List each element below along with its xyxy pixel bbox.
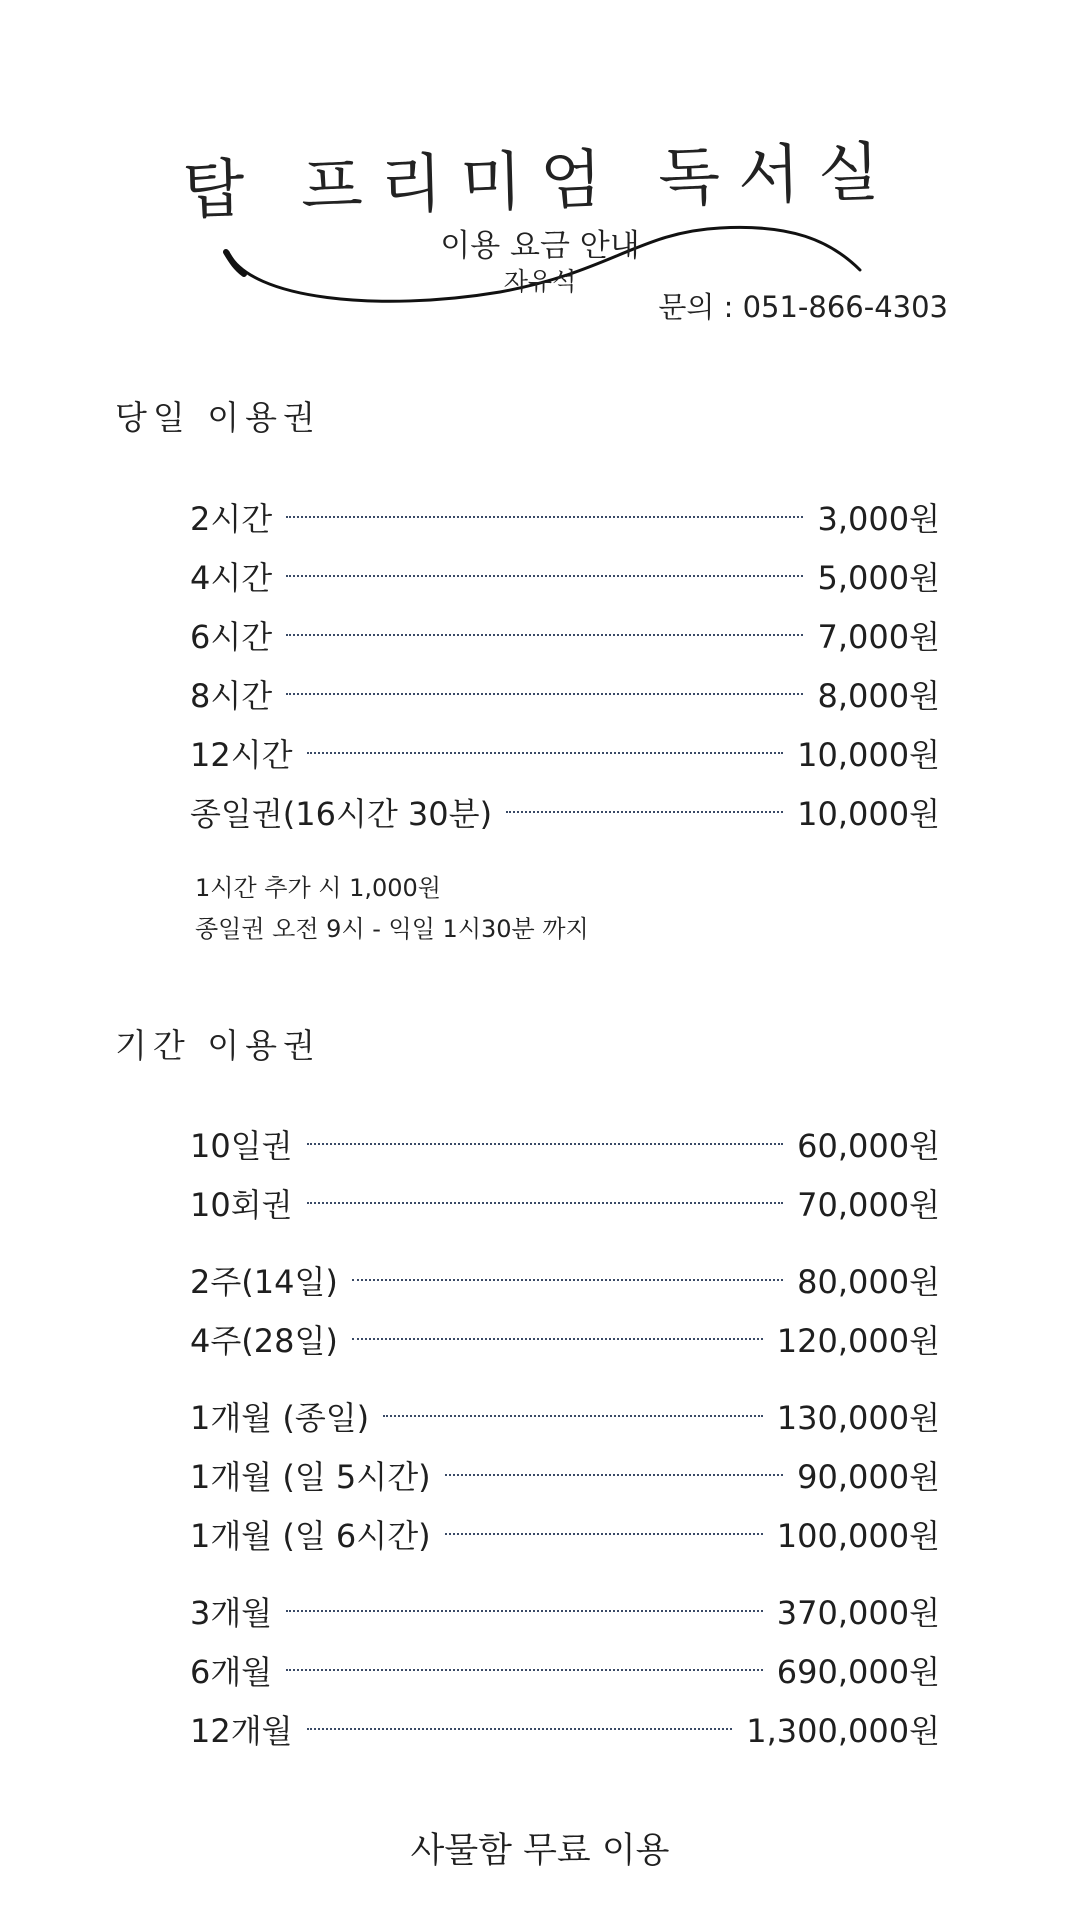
item-price: 70,000원 (797, 1185, 940, 1224)
contact-phone: 문의 : 051-866-4303 (658, 290, 948, 324)
item-price: 80,000원 (797, 1262, 940, 1301)
price-row (190, 1445, 940, 1504)
dotted-leader (286, 634, 803, 636)
price-row (190, 1504, 940, 1563)
item-price: 120,000원 (776, 1321, 940, 1360)
dotted-leader (307, 1143, 784, 1145)
item-price: 8,000원 (817, 676, 940, 715)
item-label: 1개월 (일 6시간) (190, 1516, 431, 1555)
dotted-leader (286, 1669, 763, 1671)
seat-type-label: 자유석 (503, 267, 577, 296)
price-row (190, 1309, 940, 1368)
item-price: 7,000원 (817, 617, 940, 656)
price-row (190, 487, 940, 546)
item-label: 12시간 (190, 735, 293, 774)
item-label: 2시간 (190, 499, 273, 538)
dotted-leader (352, 1279, 783, 1281)
item-label: 2주(14일) (190, 1262, 338, 1301)
daily-price-list (190, 487, 940, 841)
dotted-leader (445, 1474, 784, 1476)
item-price: 100,000원 (776, 1516, 940, 1555)
item-price: 130,000원 (776, 1398, 940, 1437)
dotted-leader (286, 516, 803, 518)
item-price: 60,000원 (797, 1126, 940, 1165)
item-label: 3개월 (190, 1593, 273, 1632)
item-price: 370,000원 (776, 1593, 940, 1632)
price-row (190, 1173, 940, 1232)
dotted-leader (286, 575, 803, 577)
note-line: 종일권 오전 9시 - 익일 1시30분 까지 (195, 915, 589, 943)
dotted-leader (352, 1338, 763, 1340)
item-price: 10,000원 (797, 735, 940, 774)
daily-pass-section-title: 당일 이용권 (115, 398, 321, 437)
item-price: 690,000원 (776, 1652, 940, 1691)
period-pass-section-title: 기간 이용권 (115, 1026, 321, 1065)
item-price: 10,000원 (797, 794, 940, 833)
daily-notes (195, 868, 589, 950)
item-label: 4시간 (190, 558, 273, 597)
note-line: 1시간 추가 시 1,000원 (195, 874, 441, 902)
dotted-leader (286, 1610, 763, 1612)
price-row (190, 782, 940, 841)
locker-free-notice: 사물함 무료 이용 (410, 1831, 670, 1871)
item-label: 10일권 (190, 1126, 293, 1165)
price-row (190, 605, 940, 664)
item-price: 1,300,000원 (746, 1711, 940, 1750)
price-row (190, 1250, 940, 1309)
price-row (190, 1640, 940, 1699)
item-label: 12개월 (190, 1711, 293, 1750)
page-subtitle: 이용 요금 안내 (440, 228, 640, 264)
dotted-leader (286, 693, 803, 695)
item-price: 90,000원 (797, 1457, 940, 1496)
price-row (190, 1581, 940, 1640)
price-row (190, 1386, 940, 1445)
item-label: 10회권 (190, 1185, 293, 1224)
period-price-list (190, 1114, 940, 1758)
price-row (190, 1114, 940, 1173)
dotted-leader (307, 1202, 784, 1204)
price-row (190, 723, 940, 782)
item-label: 8시간 (190, 676, 273, 715)
item-price: 3,000원 (817, 499, 940, 538)
item-label: 1개월 (종일) (190, 1398, 370, 1437)
dotted-leader (445, 1533, 763, 1535)
price-row (190, 546, 940, 605)
page-title: 탑 프리미엄 독서실 (181, 135, 899, 229)
item-label: 종일권(16시간 30분) (190, 794, 493, 833)
dotted-leader (383, 1415, 763, 1417)
dotted-leader (307, 1728, 733, 1730)
item-price: 5,000원 (817, 558, 940, 597)
price-row (190, 1699, 940, 1758)
dotted-leader (307, 752, 784, 754)
price-row (190, 664, 940, 723)
dotted-leader (506, 811, 783, 813)
item-label: 6개월 (190, 1652, 273, 1691)
item-label: 1개월 (일 5시간) (190, 1457, 431, 1496)
item-label: 6시간 (190, 617, 273, 656)
item-label: 4주(28일) (190, 1321, 338, 1360)
